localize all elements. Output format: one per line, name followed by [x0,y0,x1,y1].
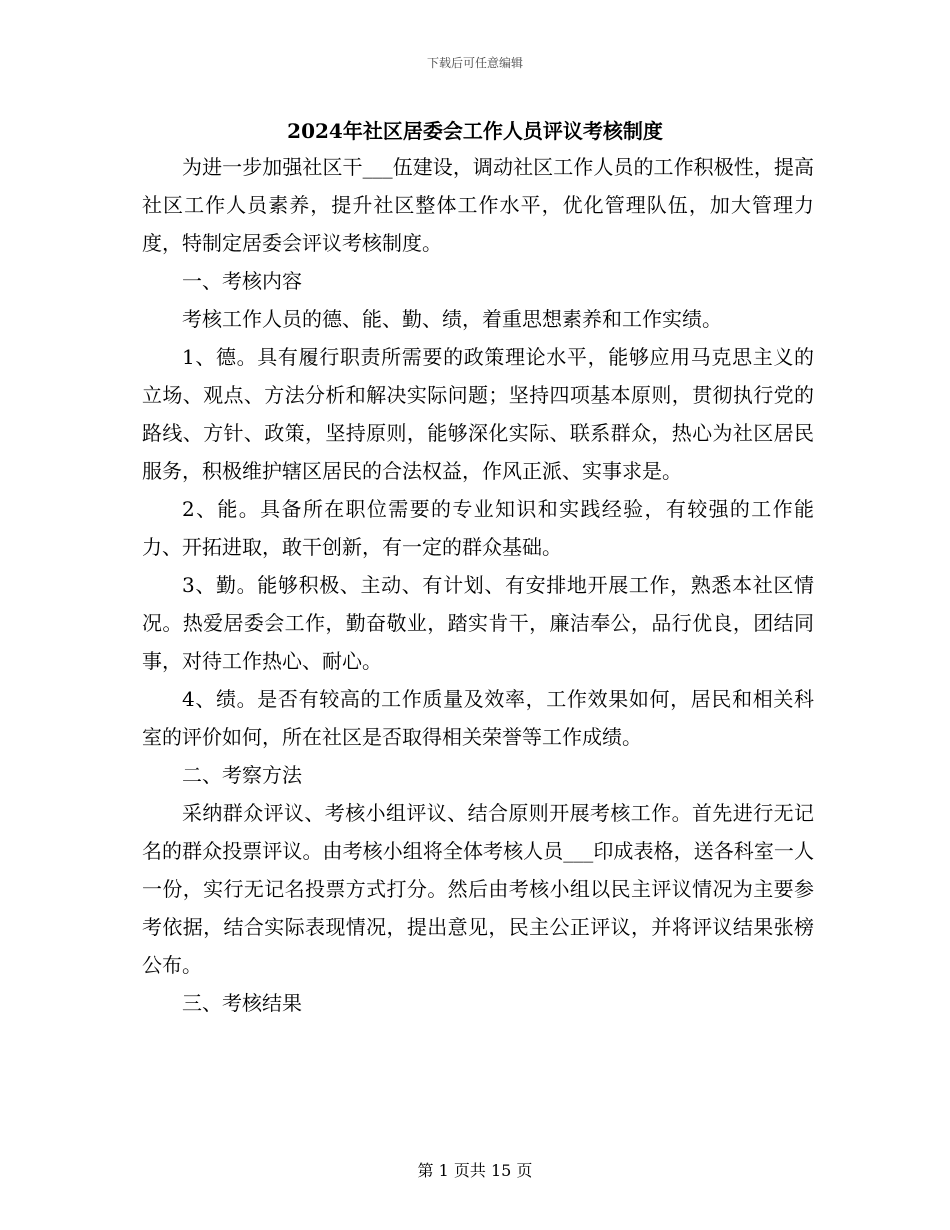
document-title: 2024年社区居委会工作人员评议考核制度 [287,119,663,143]
paragraph: 采纳群众评议、考核小组评议、结合原则开展考核工作。首先进行无记名的群众投票评议。由考核小组将全体考核人员___印成表格，送各科室一人一份，实行无记名投票方式打分。然后由考核小组以民主评议情况为主要参考依据，结合实际表现情况，提出意见，民主公正评议，并将评议结果张榜公布。 [142,801,814,977]
section-heading: 三、考核结果 [182,991,302,1015]
paragraph: 3、勤。能够积极、主动、有计划、有安排地开展工作，熟悉本社区情况。热爱居委会工作，勤奋敬业，踏实肯干，廉洁奉公，品行优良，团结同事，对待工作热心、耐心。 [142,573,814,673]
paragraph: 2、能。具备所在职位需要的专业知识和实践经验，有较强的工作能力、开拓进取，敢干创新，有一定的群众基础。 [142,497,814,559]
intro-paragraph: 为进一步加强社区干___伍建设，调动社区工作人员的工作积极性，提高社区工作人员素养，提升社区整体工作水平，优化管理队伍，加大管理力度，特制定居委会评议考核制度。 [142,155,814,255]
page-header: 下载后可任意编辑 [426,56,523,70]
paragraph: 1、德。具有履行职责所需要的政策理论水平，能够应用马克思主义的立场、观点、方法分析和解决实际问题；坚持四项基本原则，贯彻执行党的路线、方针、政策，坚持原则，能够深化实际、联系群众，热心为社区居民服务，积极维护辖区居民的合法权益，作风正派、实事求是。 [142,345,814,483]
section-heading: 一、考核内容 [182,269,302,293]
document-body [142,148,814,1022]
paragraph: 4、绩。是否有较高的工作质量及效率，工作效果如何，居民和相关科室的评价如何，所在社区是否取得相关荣誉等工作成绩。 [142,687,814,749]
paragraph: 考核工作人员的德、能、勤、绩，着重思想素养和工作实绩。 [182,307,722,331]
page-footer: 第 1 页共 15 页 [417,1161,533,1180]
section-heading: 二、考察方法 [182,763,302,787]
